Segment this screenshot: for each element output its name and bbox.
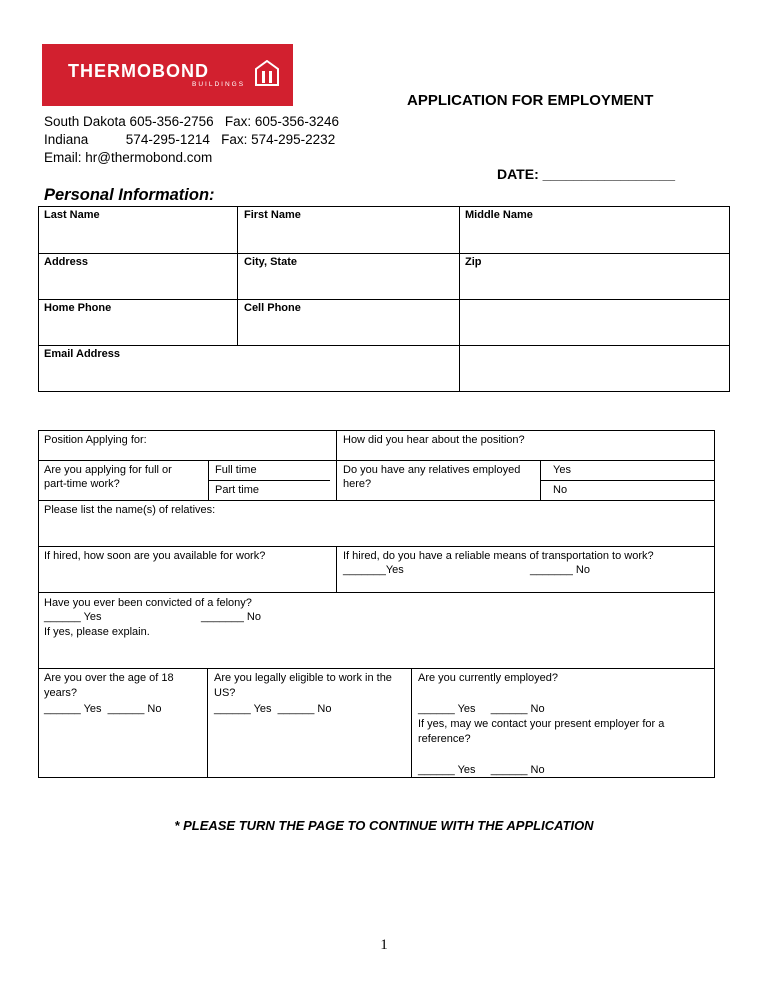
divider [38,500,715,501]
logo-subtext: BUILDINGS [192,81,246,88]
page-number: 1 [380,937,388,953]
divider [540,480,715,481]
divider [38,345,730,346]
city-state-field[interactable]: City, State [244,256,297,268]
logo-text: THERMOBOND [68,61,209,81]
part-time-option[interactable]: Part time [215,484,260,496]
employed-question: Are you currently employed? [418,672,559,684]
form-title: APPLICATION FOR EMPLOYMENT [407,92,654,109]
relatives-yes-option[interactable]: Yes [553,464,571,476]
cell-phone-field[interactable]: Cell Phone [244,302,301,314]
relatives-list-field[interactable]: Please list the name(s) of relatives: [44,504,216,516]
full-part-question-line1: Are you applying for full or [44,464,172,476]
contact-line-in: Indiana 574-295-1214 Fax: 574-295-2232 [44,132,336,147]
contact-employer-question-line2: reference? [418,733,471,745]
divider [38,592,715,593]
address-field[interactable]: Address [44,256,89,268]
contact-employer-question-line1: If yes, may we contact your present employer for a [418,718,665,730]
divider [540,460,541,500]
divider [38,668,715,669]
divider [459,206,460,392]
divider [336,546,337,592]
relatives-question-line2: here? [343,478,372,490]
divider [411,668,412,778]
relatives-question-line1: Do you have any relatives employed [343,464,521,476]
company-logo [42,44,293,106]
transport-question: If hired, do you have a reliable means of transportation to work? [343,550,654,562]
transport-yes-option[interactable]: _______Yes [343,564,404,576]
middle-name-field[interactable]: Middle Name [465,209,533,221]
availability-field[interactable]: If hired, how soon are you available for work? [44,550,266,562]
divider [207,668,208,778]
divider [336,430,337,500]
divider [208,460,209,500]
building-icon [255,60,279,86]
eligible-question-line2: US? [214,687,236,699]
home-phone-field[interactable]: Home Phone [44,302,112,314]
position-field[interactable]: Position Applying for: [44,434,147,446]
felony-yes-option[interactable]: ______ Yes [44,611,102,623]
full-time-option[interactable]: Full time [215,464,257,476]
divider [208,480,330,481]
felony-no-option[interactable]: _______ No [201,611,261,623]
age-question-line2: years? [44,687,78,699]
relatives-no-option[interactable]: No [553,484,568,496]
felony-explain-field[interactable]: If yes, please explain. [44,626,150,638]
eligible-answer[interactable]: ______ Yes ______ No [214,703,332,715]
age-question-line1: Are you over the age of 18 [44,672,174,684]
divider [38,299,730,300]
divider [237,206,238,345]
first-name-field[interactable]: First Name [244,209,301,221]
employed-answer[interactable]: ______ Yes ______ No [418,703,545,715]
divider [38,253,730,254]
felony-question: Have you ever been convicted of a felony? [44,597,252,609]
section-title: Personal Information: [44,186,215,204]
full-part-question-line2: part-time work? [44,478,120,490]
eligible-question-line1: Are you legally eligible to work in the [214,672,392,684]
zip-field[interactable]: Zip [465,256,482,268]
contact-info [44,113,339,167]
date-field[interactable]: DATE: _________________ [497,166,675,182]
continue-note: * PLEASE TURN THE PAGE TO CONTINUE WITH THE APPLICATION [174,818,594,833]
age-answer[interactable]: ______ Yes ______ No [44,703,162,715]
contact-employer-answer[interactable]: ______ Yes ______ No [418,764,545,776]
divider [38,546,715,547]
contact-line-email: Email: hr@thermobond.com [44,150,213,165]
contact-line-sd: South Dakota 605-356-2756 Fax: 605-356-3246 [44,114,339,129]
transport-no-option[interactable]: _______ No [530,564,590,576]
email-field[interactable]: Email Address [44,348,121,360]
last-name-field[interactable]: Last Name [44,209,100,221]
hear-about-field[interactable]: How did you hear about the position? [343,434,525,446]
divider [38,460,715,461]
